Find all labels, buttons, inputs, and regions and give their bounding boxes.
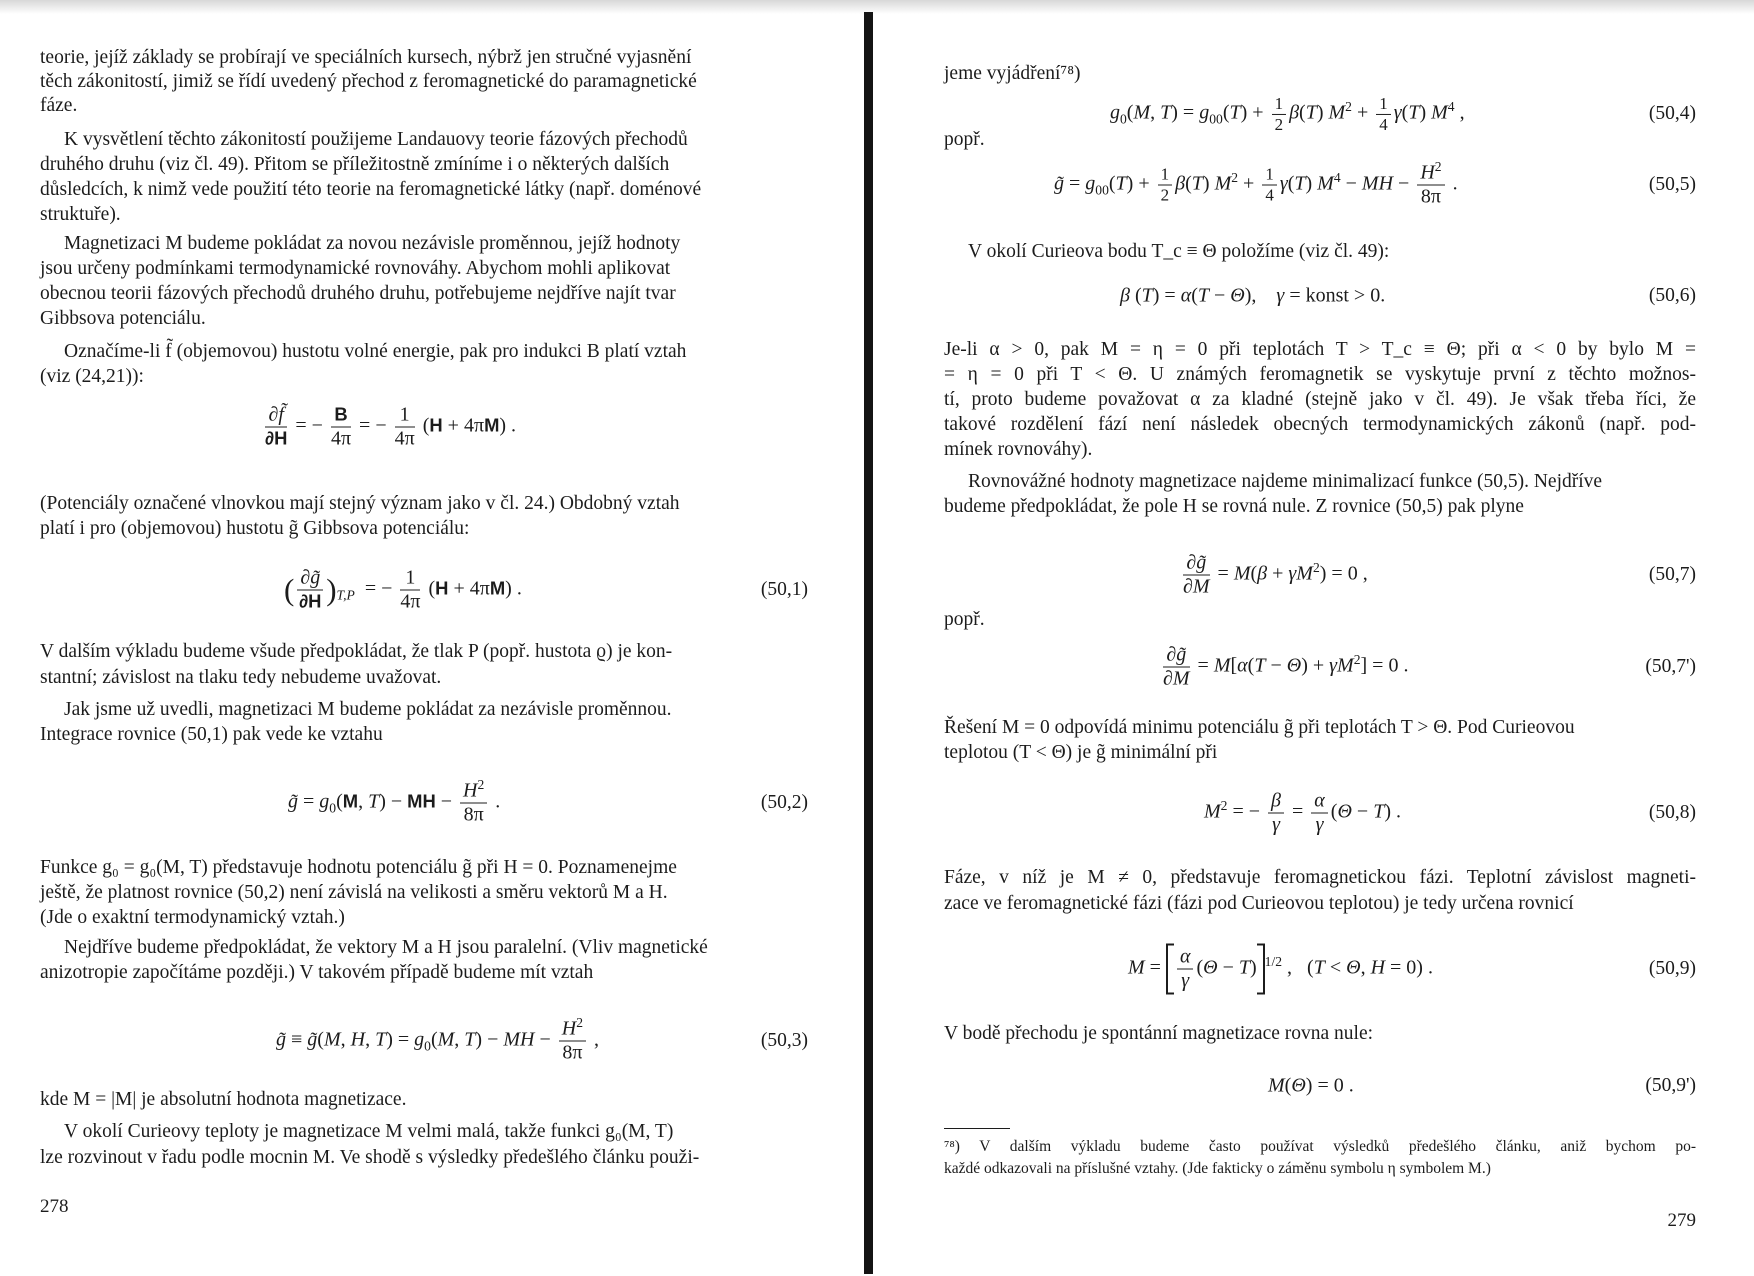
text-line: platí i pro (objemovou) hustotu g̃ Gibbsova potenciálu: — [40, 518, 470, 539]
text-line: popř. — [944, 609, 985, 630]
equation-50-1: ( $\frac{\partial g̃}{\partial H}$ )$_{T,P}$ = − $\frac{1}{4\pi}$ (H + 4πM) . (50,1) — [284, 566, 808, 613]
text-line: V okolí Curieova bodu T_c ≡ Θ položíme (viz čl. 49): — [968, 241, 1390, 262]
equation-number: (50,6) — [1648, 285, 1696, 306]
equation-number: (50,1) — [760, 579, 808, 600]
text-line: druhého druhu (viz čl. 49). Přitom se příležitostně zmíníme i o některých dalších — [40, 154, 670, 175]
equation-50-7-prime: $\frac{\partial g̃}{\partial M}$ = $M[\alpha(T - \Theta) + \gamma M^2] = 0$ . (50,7') — [1163, 643, 1696, 690]
text-line: V okolí Curieovy teploty je magnetizace M velmi malá, takže funkci g₀(M, T) — [64, 1121, 674, 1142]
text-line: takové rozdělení fází není následek obecných termodynamických zákonů (např. pod- — [944, 414, 1696, 435]
text-line: = η = 0 při T < Θ. U známých feromagnetik se vyskytuje první z těchto možnos- — [944, 364, 1696, 385]
text-line: popř. — [944, 129, 985, 150]
text-line: obecnou teorii fázových přechodů druhého druhu, potřebujeme nejdříve najít tvar — [40, 283, 676, 304]
text-line: Řešení M = 0 odpovídá minimu potenciálu g̃ při teplotách T > Θ. Pod Curieovou — [944, 717, 1575, 738]
footnote-rule — [944, 1128, 1010, 1129]
text-line: Nejdříve budeme předpokládat, že vektory M a H jsou paralelní. (Vliv magnetické — [64, 937, 708, 958]
equation-50-3: g̃ ≡ g̃(M, H, $T) = g_0(M$, T) − MH − $\frac{H^2}{8\pi}$ , (50,3) — [276, 1014, 808, 1064]
equation-50-8: $M^2$ = − $\frac{\beta}{\gamma}$ = $\frac{\alpha}{\gamma}$ (Θ − T) . (50,8) — [1204, 789, 1696, 836]
page-number: 278 — [40, 1196, 69, 1217]
text-line: K vysvětlení těchto zákonitostí použijeme Landauovy teorie fázových přechodů — [64, 129, 688, 150]
text-line: Fáze, v níž je M ≠ 0, představuje feromagnetickou fázi. Teplotní závislost magneti- — [944, 867, 1696, 888]
text-line: anizotropie započítáme později.) V takovém případě budeme mít vztah — [40, 962, 594, 983]
text-line: stantní; závislost na tlaku tedy nebudeme uvažovat. — [40, 667, 442, 688]
text-line: Funkce g₀ = g₀(M, T) představuje hodnotu potenciálu g̃ při H = 0. Poznamenejme — [40, 857, 677, 878]
equation-number: (50,9') — [1645, 1075, 1696, 1096]
equation-number: (50,2) — [760, 792, 808, 813]
equation-number: (50,7') — [1645, 656, 1696, 677]
text-line: V dalším výkladu budeme všude předpokládat, že tlak P (popř. hustota ϱ) je kon- — [40, 641, 673, 662]
text-line: jsou určeny podmínkami termodynamické rovnováhy. Abychom mohli aplikovat — [40, 258, 671, 279]
equation-number: (50,3) — [760, 1030, 808, 1051]
equation-number: (50,7) — [1648, 564, 1696, 585]
equation-number: (50,4) — [1648, 103, 1696, 124]
equation-50-5: g̃ = $g_{00}(T)$ + $\frac{1}{2}$ β(T) $M^2$ + $\frac{1}{4}$ γ(T) $M^4$ − MH − $\frac{H^2}{8\pi}$ . (50,5) — [1054, 158, 1696, 208]
text-line: Magnetizaci M budeme pokládat za novou nezávisle proměnnou, jejíž hodnoty — [64, 233, 681, 254]
text-line: teorie, jejíž základy se probírají ve speciálních kursech, nýbrž jen stručné vyjasnění — [40, 47, 692, 68]
equation-dfdh: $\frac{\partial f̃}{\partial H}$ = − $\frac{B}{4\pi}$ = − $\frac{1}{4\pi}$ (H + 4πM) . — [265, 403, 517, 450]
page-number: 279 — [1667, 1210, 1696, 1231]
text-line: Jak jsme už uvedli, magnetizaci M budeme pokládat za nezávisle proměnnou. — [64, 699, 672, 720]
text-line: Je-li α > 0, pak M = η = 0 při teplotách T > T_c ≡ Θ; při α < 0 by bylo M = — [944, 339, 1696, 360]
text-line: Integrace rovnice (50,1) pak vede ke vztahu — [40, 724, 383, 745]
text-line: Rovnovážné hodnoty magnetizace najdeme minimalizací funkce (50,5). Nejdříve — [968, 471, 1603, 492]
equation-50-6: β (T) = α(T − Θ), γ = konst > 0. (50,6) — [1120, 284, 1696, 307]
text-line: lze rozvinout v řadu podle mocnin M. Ve shodě s výsledky předešlého článku použi- — [40, 1147, 700, 1168]
text-line: tí, proto budeme považovat α za kladné (stejně jako v čl. 49). Je však třeba říci, že — [944, 389, 1696, 410]
footnote-line: ⁷⁸) V dalším výkladu budeme často používat výsledků předešlého článku, aniž bychom po- — [944, 1138, 1696, 1155]
left-page — [40, 0, 808, 1276]
text-line: kde M = |M| je absolutní hodnota magnetizace. — [40, 1089, 407, 1110]
text-line: struktuře). — [40, 204, 121, 225]
equation-50-2: g̃ = $g_0(M$, T) − MH − $\frac{H^2}{8\pi}$ . (50,2) — [288, 776, 808, 826]
text-line: jeme vyjádření⁷⁸) — [944, 63, 1081, 84]
text-line: důsledcích, k nimž vede použití této teorie na feromagnetické látky (např. doménové — [40, 179, 702, 200]
equation-number: (50,8) — [1648, 802, 1696, 823]
equation-number: (50,9) — [1648, 958, 1696, 979]
equation-50-9: M = $\frac{\alpha}{\gamma}$ (Θ − T) $^{1/2}$ , (T < Θ, H = 0) . (50,9) — [944, 932, 1696, 1006]
text-line: Označíme-li f̃ (objemovou) hustotu volné energie, pak pro indukci B platí vztah — [64, 341, 687, 362]
equation-number: (50,5) — [1648, 174, 1696, 195]
right-page — [944, 0, 1696, 1276]
text-line: (viz (24,21)): — [40, 366, 144, 387]
text-line: mínek rovnováhy). — [944, 439, 1093, 460]
text-line: V bodě přechodu je spontánní magnetizace rovna nule: — [944, 1023, 1374, 1044]
text-line: ještě, že platnost rovnice (50,2) není závislá na velikosti a směru vektorů M a H. — [40, 882, 668, 903]
text-line: Gibbsova potenciálu. — [40, 308, 206, 329]
text-line: zace ve feromagnetické fázi (fázi pod Curieovou teplotou) je tedy určena rovnicí — [944, 893, 1574, 914]
equation-50-7: $\frac{\partial g̃}{\partial M}$ = $M(\beta + \gamma M^2) = 0$ , (50,7) — [1183, 551, 1696, 598]
text-line: budeme předpokládat, že pole H se rovná nule. Z rovnice (50,5) pak plyne — [944, 496, 1524, 517]
text-line: fáze. — [40, 95, 78, 116]
footnote-line: každé odkazovali na příslušné vztahy. (Jde fakticky o záměnu symbolu η symbolem M.) — [944, 1160, 1491, 1177]
equation-50-9-prime: M(Θ) = 0 . (50,9') — [1268, 1074, 1696, 1097]
text-line: těch zákonitostí, jimiž se řídí uvedený přechod z feromagnetické do paramagnetické — [40, 71, 697, 92]
text-line: (Potenciály označené vlnovkou mají stejný význam jako v čl. 24.) Obdobný vztah — [40, 493, 680, 514]
book-gutter — [864, 12, 873, 1274]
text-line: teplotou (T < Θ) je g̃ minimální při — [944, 742, 1218, 763]
equation-50-4: $g_0(M$, $T) = g_{00}(T)$ + $\frac{1}{2}$ β(T) $M^2$ + $\frac{1}{4}$ γ(T) $M^4$ , (50,4) — [1110, 93, 1696, 134]
text-line: (Jde o exaktní termodynamický vztah.) — [40, 907, 345, 928]
